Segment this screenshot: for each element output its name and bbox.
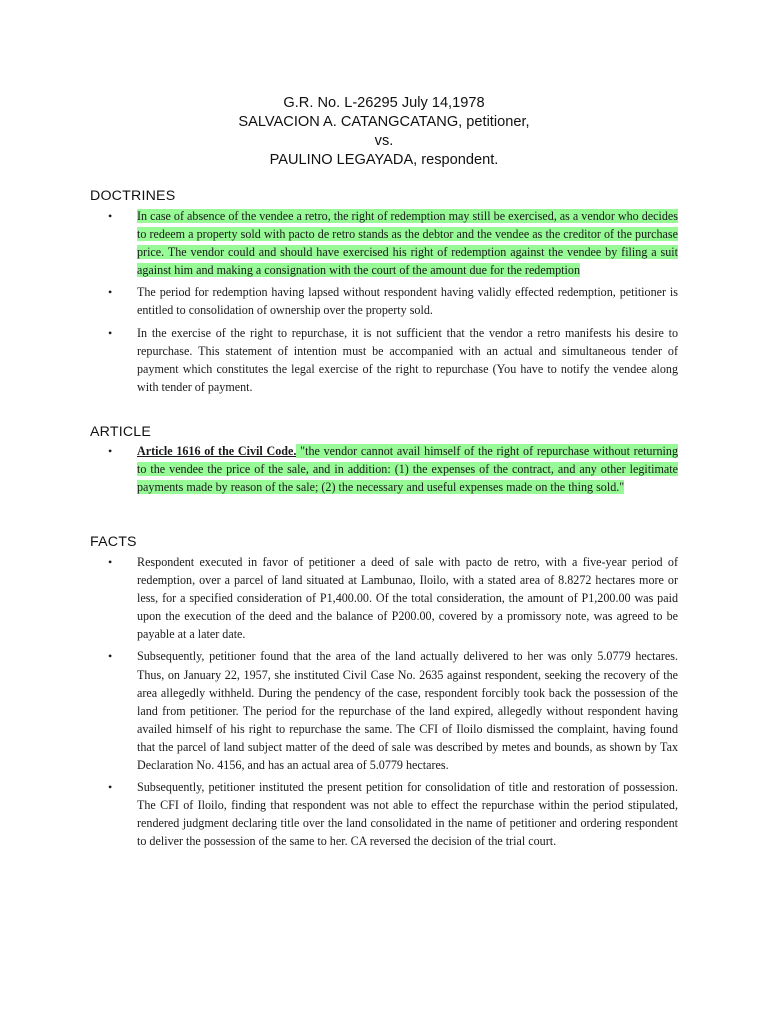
doctrines-list: [104, 207, 678, 400]
doctrine-item: [104, 207, 678, 279]
versus-line: vs.: [374, 133, 394, 149]
article-reference: Article 1616 of the Civil Code.: [137, 444, 297, 458]
article-list: [104, 442, 678, 500]
respondent-line: PAULINO LEGAYADA, respondent.: [269, 152, 499, 168]
fact-text: Subsequently, petitioner found that the area of the land actually delivered to her was only 5.0779 hectares. Thus, on January 22, 1957, she instituted Civil Case No. 2635 against respondent, seeking the recovery of the area allegedly withheld. During the pendency of the case, respondent forcibly took back the possession of the land from petitioner. The period for the repurchase of the land expired, allegedly without respondent having availed himself of his right to repurchase the same. The CFI of Iloilo dismissed the complaint, having found that the parcel of land subject matter of the deed of sale was described by metes and bounds, as shown by Tax Declaration No. 4156, and has an actual area of 5.0779 hectares.: [137, 649, 678, 773]
case-number: G.R. No. L-26295 July 14,1978: [283, 95, 485, 111]
facts-list: [104, 553, 678, 855]
bullet-icon: •: [108, 444, 113, 458]
case-header: [0, 94, 768, 170]
doctrine-text-highlighted: In case of absence of the vendee a retro, the right of redemption may still be exercised, as a vendor who decides to redeem a property sold with pacto de retro stands as the debtor and the vendee as the creditor of the purchase price. The vendor could and should have exercised his right of redemption against the vendee by filing a suit against him and making a consignation with the court of the amount due for the redemption: [137, 209, 678, 278]
facts-heading: FACTS: [90, 534, 137, 550]
petitioner-line: SALVACION A. CATANGCATANG, petitioner,: [238, 114, 530, 130]
article-quote-highlighted: "the vendor cannot avail himself of the right of repurchase without returning to the vendee the price of the sale, and in addition: (1) the expenses of the contract, and any other legitimate payments made by reason of the sale; (2) the necessary and useful expenses made on the thing sold.": [137, 444, 679, 495]
bullet-icon: •: [108, 325, 113, 340]
doctrine-text: In the exercise of the right to repurchase, it is not sufficient that the vendor a retro manifests his desire to repurchase. This statement of intention must be accompanied with an actual and simultaneous tender of payment which constitutes the legal exercise of the right to repurchase (You have to notify the vendee along with tender of payment.: [137, 325, 678, 394]
bullet-icon: •: [108, 649, 113, 664]
bullet-icon: •: [108, 555, 113, 569]
fact-item: [104, 553, 678, 643]
fact-text: Respondent executed in favor of petitioner a deed of sale with pacto de retro, with a five-year period of redemption, over a parcel of land situated at Lambunao, Iloilo, with a stated area of 8.8272 hectares more or less, for a specified consideration of P1,400.00. Of the total consideration, the amount of P1,200.00 was paid upon the execution of the deed and the balance of P200.00, covered by a promissory note, was agreed to be payable at a later date.: [137, 555, 678, 642]
fact-item: [104, 647, 678, 774]
doctrines-heading: DOCTRINES: [90, 188, 176, 204]
article-item: [104, 442, 678, 496]
bullet-icon: •: [108, 780, 113, 795]
doctrine-item: [104, 324, 678, 396]
fact-text: Subsequently, petitioner instituted the present petition for consolidation of title and restoration of possession. The CFI of Iloilo, finding that respondent was not able to effect the repurchase within the period stipulated, rendered judgment declaring title over the land consolidated in the name of petitioner and ordering respondent to deliver the possession of the same to her. CA reversed the decision of the trial court.: [137, 780, 678, 849]
article-heading: ARTICLE: [90, 424, 152, 440]
fact-item: [104, 778, 678, 850]
bullet-icon: •: [108, 209, 113, 223]
bullet-icon: •: [108, 285, 113, 300]
doctrine-item: [104, 283, 678, 319]
doctrine-text: The period for redemption having lapsed without respondent having validly effected redemption, petitioner is entitled to consolidation of ownership over the property sold.: [137, 285, 678, 318]
